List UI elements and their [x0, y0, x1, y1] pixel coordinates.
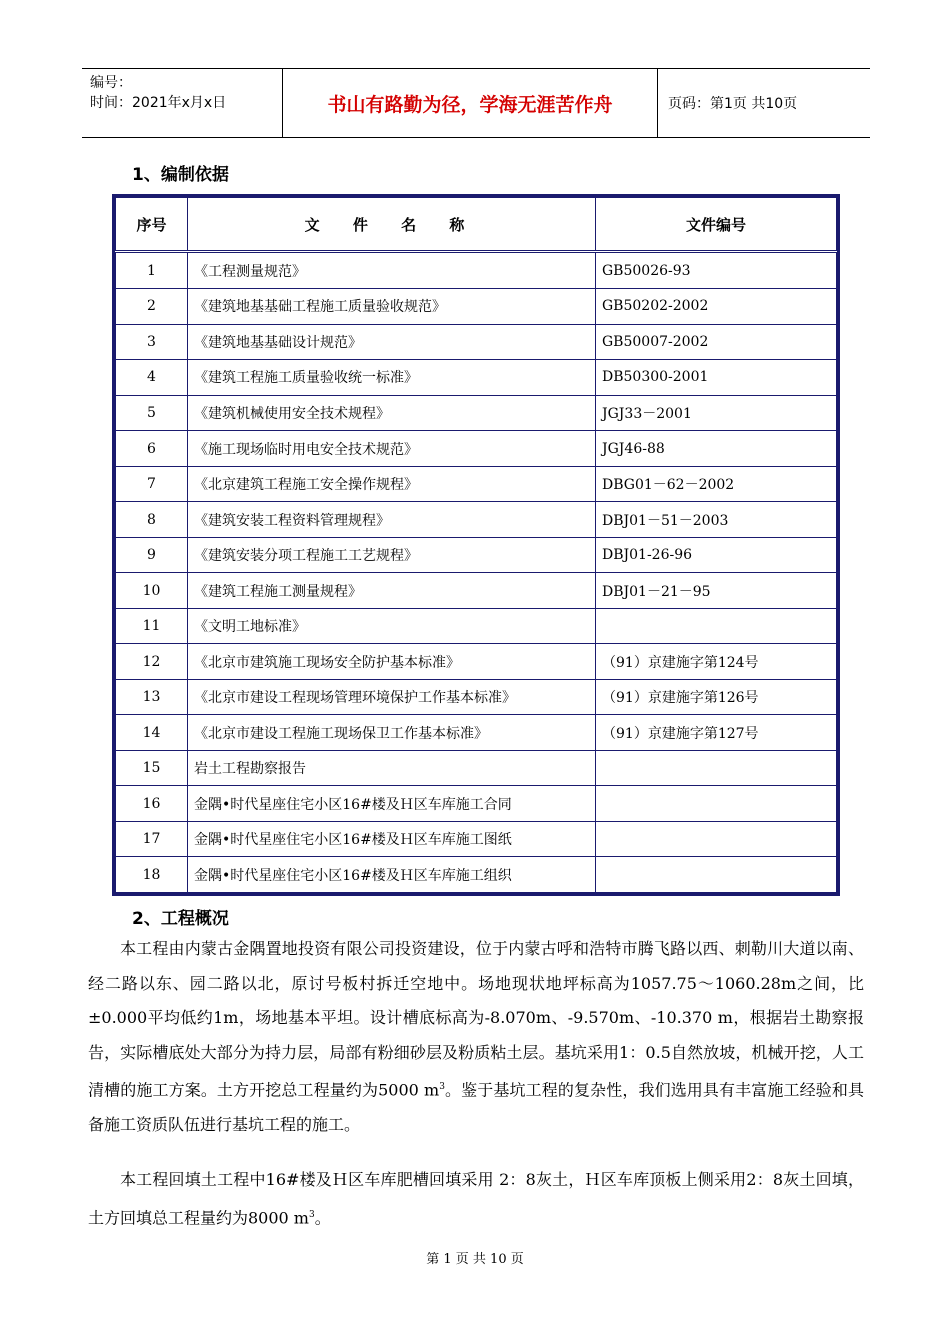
- row-index: 3: [116, 324, 188, 360]
- page-header: [82, 68, 870, 138]
- row-doc-name: 《建筑地基基础设计规范》: [188, 324, 596, 360]
- overview-paragraph-2: [88, 1163, 864, 1235]
- row-doc-code: DB50300-2001: [596, 360, 837, 396]
- table-row: [116, 502, 837, 538]
- row-doc-name: 金隅•时代星座住宅小区16#楼及Ｈ区车库施工图纸: [188, 821, 596, 857]
- row-doc-code: GB50007-2002: [596, 324, 837, 360]
- row-doc-name: 金隅•时代星座住宅小区16#楼及Ｈ区车库施工合同: [188, 786, 596, 822]
- row-index: 2: [116, 289, 188, 325]
- row-doc-name: 《建筑安装工程资料管理规程》: [188, 502, 596, 538]
- row-doc-code: GB50202-2002: [596, 289, 837, 325]
- row-doc-code: [596, 750, 837, 786]
- row-index: 14: [116, 715, 188, 751]
- table-row: [116, 431, 837, 467]
- row-index: 17: [116, 821, 188, 857]
- overview-text-2-tail: 。: [314, 1207, 331, 1227]
- row-doc-name: 《建筑地基基础工程施工质量验收规范》: [188, 289, 596, 325]
- row-doc-name: 《文明工地标准》: [188, 608, 596, 644]
- row-doc-code: GB50026-93: [596, 252, 837, 289]
- row-doc-name: 《建筑安装分项工程施工工艺规程》: [188, 537, 596, 573]
- superscript-cubic: 3: [439, 1082, 445, 1092]
- table-row: [116, 360, 837, 396]
- header-page: 页码：第1页 共10页: [668, 96, 798, 112]
- row-index: 10: [116, 573, 188, 609]
- row-doc-code: DBJ01－51－2003: [596, 502, 837, 538]
- row-index: 16: [116, 786, 188, 822]
- row-doc-code: [596, 608, 837, 644]
- section2-title: 2、工程概况: [132, 909, 229, 929]
- section1-title: 1、编制依据: [132, 165, 229, 185]
- row-doc-name: 《北京市建设工程施工现场保卫工作基本标准》: [188, 715, 596, 751]
- row-doc-name: 《施工现场临时用电安全技术规范》: [188, 431, 596, 467]
- row-doc-name: 《工程测量规范》: [188, 252, 596, 289]
- table-row: [116, 750, 837, 786]
- overview-text-1-tail: 。鉴于基坑工程的复杂性，我们选用具有丰富施工经验和具备施工资质队伍进行基坑工程的施工。: [88, 1080, 864, 1134]
- overview-text-2: 本工程回填土工程中16#楼及Ｈ区车库肥槽回填采用 2：8灰土，Ｈ区车库顶板上侧采用2：8灰土回填，土方回填总工程量约为8000 m: [88, 1170, 864, 1227]
- row-doc-code: DBJ01－21－95: [596, 573, 837, 609]
- table-row: [116, 608, 837, 644]
- row-index: 18: [116, 857, 188, 893]
- row-index: 1: [116, 252, 188, 289]
- header-doc-name: 文 件 名 称: [188, 198, 596, 252]
- table-row: [116, 466, 837, 502]
- row-doc-name: 《建筑工程施工测量规程》: [188, 573, 596, 609]
- row-doc-code: （91）京建施字第124号: [596, 644, 837, 680]
- table-row: [116, 679, 837, 715]
- header-doc-code: 文件编号: [596, 198, 837, 252]
- row-index: 15: [116, 750, 188, 786]
- table-row: [116, 715, 837, 751]
- table-row: [116, 644, 837, 680]
- superscript-cubic: 3: [308, 1209, 315, 1220]
- row-index: 7: [116, 466, 188, 502]
- table-row: [116, 573, 837, 609]
- overview-text-1: 本工程由内蒙古金隅置地投资有限公司投资建设，位于内蒙古呼和浩特市腾飞路以西、刺勒川大道以南、经二路以东、园二路以北，原讨号板村拆迁空地中。场地现状地坪标高为1057.75～1060.28m之间，比±0.000平均低约1m，场地基本平坦。设计槽底标高为-8.070m、-9.570m、-10.370 m，根据岩土勘察报告，实际槽底处大部分为持力层，局部有粉细砂层及粉质粘土层。基坑采用1：0.5自然放坡，机械开挖，人工清槽的施工方案。土方开挖总工程量约为5000 m: [88, 939, 864, 1100]
- row-doc-name: 岩土工程勘察报告: [188, 750, 596, 786]
- table-row: [116, 252, 837, 289]
- row-doc-name: 《建筑工程施工质量验收统一标准》: [188, 360, 596, 396]
- row-index: 6: [116, 431, 188, 467]
- row-doc-code: （91）京建施字第127号: [596, 715, 837, 751]
- row-doc-name: 《北京市建设工程现场管理环境保护工作基本标准》: [188, 679, 596, 715]
- row-index: 9: [116, 537, 188, 573]
- header-index: 序号: [116, 198, 188, 252]
- overview-paragraph-1: [88, 932, 864, 1142]
- row-doc-code: （91）京建施字第126号: [596, 679, 837, 715]
- row-doc-code: [596, 857, 837, 893]
- row-index: 8: [116, 502, 188, 538]
- table-row: [116, 821, 837, 857]
- row-doc-code: JGJ46-88: [596, 431, 837, 467]
- row-doc-code: JGJ33－2001: [596, 395, 837, 431]
- reference-table: [112, 194, 840, 896]
- header-date: 时间：2021年x月x日: [90, 95, 227, 111]
- row-doc-code: [596, 786, 837, 822]
- row-doc-name: 《建筑机械使用安全技术规程》: [188, 395, 596, 431]
- table-row: [116, 289, 837, 325]
- table-row: [116, 537, 837, 573]
- row-index: 12: [116, 644, 188, 680]
- row-doc-code: [596, 821, 837, 857]
- page-footer: 第 1 页 共 10 页: [426, 1252, 524, 1267]
- row-doc-name: 金隅•时代星座住宅小区16#楼及Ｈ区车库施工组织: [188, 857, 596, 893]
- row-doc-name: 《北京市建筑施工现场安全防护基本标准》: [188, 644, 596, 680]
- row-doc-code: DBG01－62－2002: [596, 466, 837, 502]
- row-index: 5: [116, 395, 188, 431]
- table-header-row: [116, 198, 837, 252]
- header-motto: 书山有路勤为径，学海无涯苦作舟: [282, 69, 658, 137]
- row-index: 11: [116, 608, 188, 644]
- table-row: [116, 857, 837, 893]
- table-row: [116, 324, 837, 360]
- header-number: 编号：: [90, 75, 132, 91]
- row-doc-code: DBJ01-26-96: [596, 537, 837, 573]
- table-row: [116, 395, 837, 431]
- header-meta: [82, 69, 282, 137]
- row-doc-name: 《北京建筑工程施工安全操作规程》: [188, 466, 596, 502]
- table-row: [116, 786, 837, 822]
- row-index: 13: [116, 679, 188, 715]
- row-index: 4: [116, 360, 188, 396]
